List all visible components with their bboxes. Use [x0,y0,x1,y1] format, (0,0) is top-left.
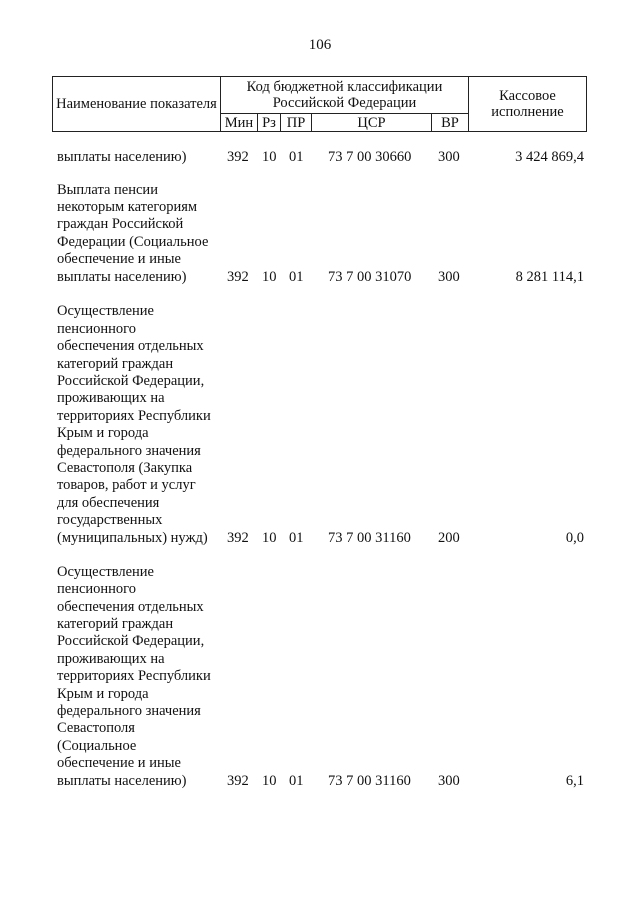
rz-code: 10 [262,772,277,789]
min-code: 392 [227,268,249,285]
table-row [0,181,640,286]
header-amount-column: Кассовое исполнение [469,77,587,132]
vr-code: 300 [438,148,460,165]
indicator-name: Выплата пенсии некоторым категориям граждан Российской Федерации (Социальное обеспечение и иные выплаты населению) [57,181,209,285]
amount-value: 6,1 [565,772,584,789]
indicator-name: Осуществление пенсионного обеспечения отдельных категорий граждан Российской Федерации, проживающих на территориях Республики Крым и города федерального значения Севастополя (Социальное обеспечение и иные выплаты населению) [57,563,211,789]
csr-code: 73 7 00 31160 [328,772,411,789]
min-code: 392 [227,772,249,789]
csr-code: 73 7 00 31070 [328,268,412,285]
pr-code: 01 [289,529,304,546]
indicator-name: выплаты населению) [57,148,187,165]
header-vr: ВР [432,114,469,132]
amount-value: 3 424 869,4 [515,148,584,165]
min-code: 392 [227,529,249,546]
rz-code: 10 [262,268,277,285]
header-min: Мин [221,114,258,132]
table-row [0,563,640,790]
page-number: 106 [308,37,332,53]
min-code: 392 [227,148,249,165]
header-pr: ПР [281,114,312,132]
indicator-name: Осуществление пенсионного обеспечения отдельных категорий граждан Российской Федерации, проживающих на территориях Республики Крым и города федерального значения Севастополя (Закупка товаров, работ и услуг для обеспечения государственных (муниципальных) нужд) [57,303,211,546]
header-code-group: Код бюджетной классификации Российской Федерации [221,77,469,114]
csr-code: 73 7 00 31160 [328,529,411,546]
header-csr: ЦСР [312,114,432,132]
csr-code: 73 7 00 30660 [328,148,412,165]
pr-code: 01 [289,772,304,789]
pr-code: 01 [289,268,304,285]
table-row [0,148,640,166]
table-row [0,303,640,547]
vr-code: 200 [438,529,460,546]
rz-code: 10 [262,148,277,165]
amount-value: 0,0 [565,529,584,546]
pr-code: 01 [289,148,304,165]
rz-code: 10 [262,529,277,546]
header-name-column: Наименование показателя [53,77,221,132]
vr-code: 300 [438,772,460,789]
header-rz: Рз [258,114,281,132]
amount-value: 8 281 114,1 [515,268,584,285]
vr-code: 300 [438,268,460,285]
